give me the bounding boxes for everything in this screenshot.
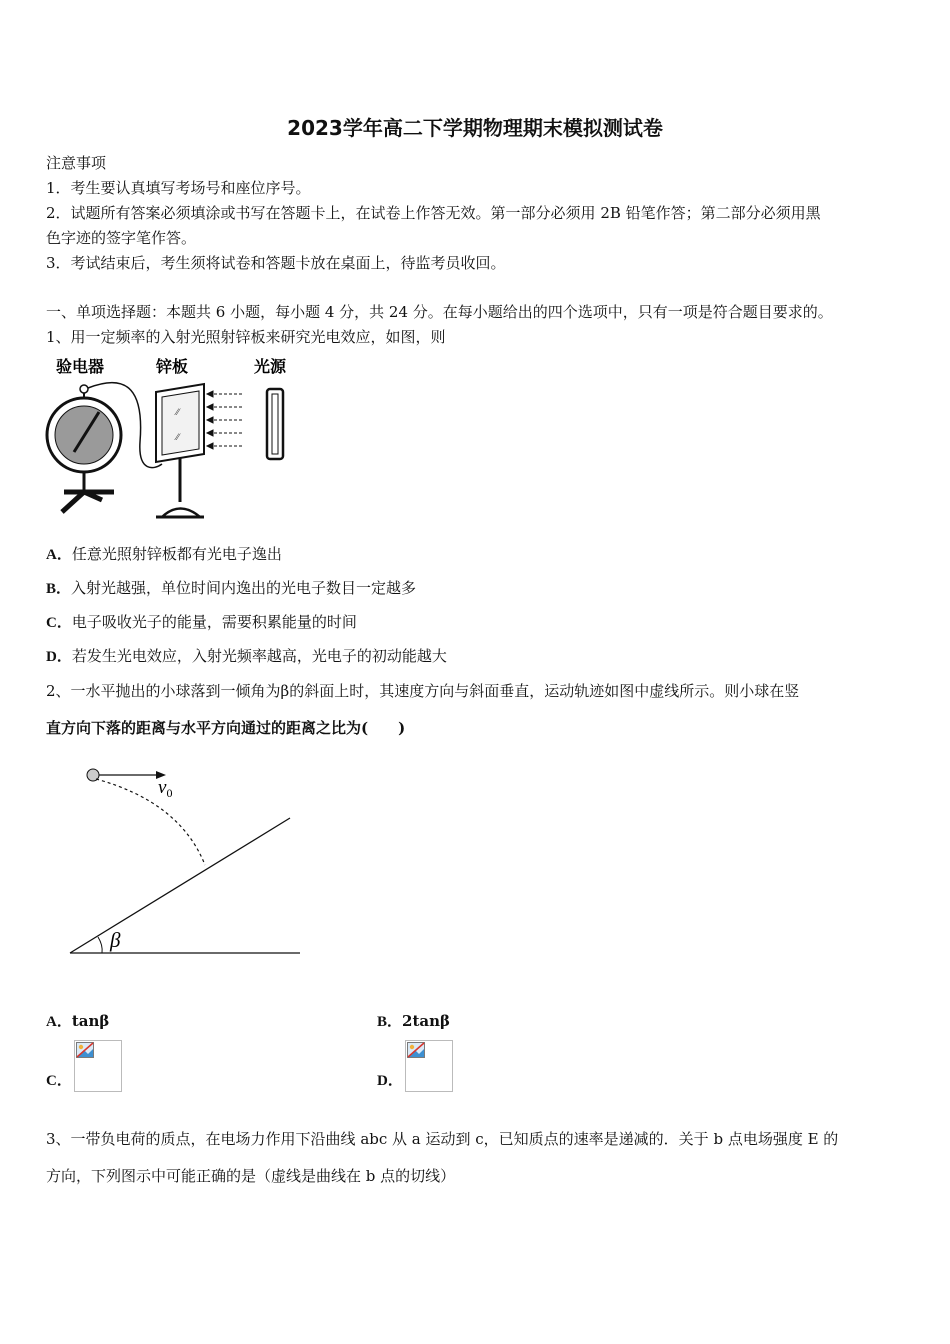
question-3-stem: 3、一带负电荷的质点，在电场力作用下沿曲线 abc 从 a 运动到 c，已知质点的速率是递减的．关于 b 点电场强度 E 的: [46, 1130, 839, 1148]
option-text: 电子吸收光子的能量，需要积累能量的时间: [71, 613, 357, 631]
figure-label-electroscope: 验电器: [56, 359, 105, 376]
notice-item: 色字迹的签字笔作答。: [46, 229, 197, 247]
notice-heading: 注意事项: [46, 154, 107, 172]
option-label: A．: [46, 547, 72, 563]
option-label: B．: [377, 1014, 403, 1030]
figure-label-zinc-plate: 锌板: [156, 359, 189, 376]
q1-option-d[interactable]: [46, 645, 447, 666]
option-label: C．: [46, 1073, 72, 1089]
option-label: D．: [46, 649, 72, 665]
question-2-stem: 2、一水平抛出的小球落到一倾角为β的斜面上时，其速度方向与斜面垂直，运动轨迹如图中虚线所示。则小球在竖: [46, 682, 800, 700]
section-heading: 一、单项选择题：本题共 6 小题，每小题 4 分，共 24 分。在每小题给出的四个选项中，只有一项是符合题目要求的。: [46, 303, 833, 321]
question-1-stem: 1、用一定频率的入射光照射锌板来研究光电效应，如图，则: [46, 328, 446, 346]
q1-option-b[interactable]: [46, 577, 416, 598]
projectile-incline-figure: [60, 762, 310, 962]
q2-option-d[interactable]: [377, 1069, 403, 1090]
q2-option-c[interactable]: [46, 1069, 72, 1090]
electroscope-base: [62, 492, 114, 512]
notice-item: 3．考试结束后，考生须将试卷和答题卡放在桌面上，待监考员收回。: [46, 254, 506, 272]
broken-image-option-d: [405, 1040, 453, 1092]
option-label: D．: [377, 1073, 403, 1089]
broken-image-icon: [76, 1042, 94, 1058]
broken-image-icon: [407, 1042, 425, 1058]
incline-line: [70, 818, 290, 953]
option-label: A．: [46, 1014, 72, 1030]
q2-option-a[interactable]: [46, 1010, 109, 1031]
q2-option-b[interactable]: [377, 1010, 450, 1031]
option-label: B．: [46, 581, 72, 597]
q1-option-c[interactable]: [46, 611, 357, 632]
trajectory-dashed: [96, 779, 205, 865]
svg-text:⁄⁄: ⁄⁄: [176, 407, 180, 417]
notice-item: 1．考生要认真填写考场号和座位序号。: [46, 179, 311, 197]
notice-item: 2．试题所有答案必须填涂或书写在答题卡上，在试卷上作答无效。第一部分必须用 2B 铅笔作答；第二部分必须用黑: [46, 204, 821, 222]
option-label: C．: [46, 615, 72, 631]
angle-label: β: [110, 928, 121, 952]
photoelectric-figure: [44, 352, 304, 527]
option-text: 若发生光电效应，入射光频率越高，光电子的初动能越大: [71, 647, 447, 665]
option-text: 任意光照射锌板都有光电子逸出: [71, 545, 282, 563]
velocity-label: $v_0$: [158, 777, 173, 800]
figure-label-light-source: 光源: [254, 359, 287, 376]
light-rays: [207, 391, 242, 449]
q1-option-a[interactable]: [46, 543, 282, 564]
option-text: tanβ: [71, 1012, 110, 1030]
question-3-stem-cont: 方向，下列图示中可能正确的是（虚线是曲线在 b 点的切线）: [46, 1167, 456, 1185]
question-2-stem-cont: 直方向下落的距离与水平方向通过的距离之比为( ): [46, 719, 406, 737]
option-text: 入射光越强，单位时间内逸出的光电子数目一定越多: [71, 579, 417, 597]
zinc-plate: [162, 391, 199, 455]
page-title: 2023学年高二下学期物理期末模拟测试卷: [287, 116, 663, 140]
option-text: 2tanβ: [402, 1012, 450, 1030]
broken-image-option-c: [74, 1040, 122, 1092]
svg-text:⁄⁄: ⁄⁄: [176, 432, 180, 442]
